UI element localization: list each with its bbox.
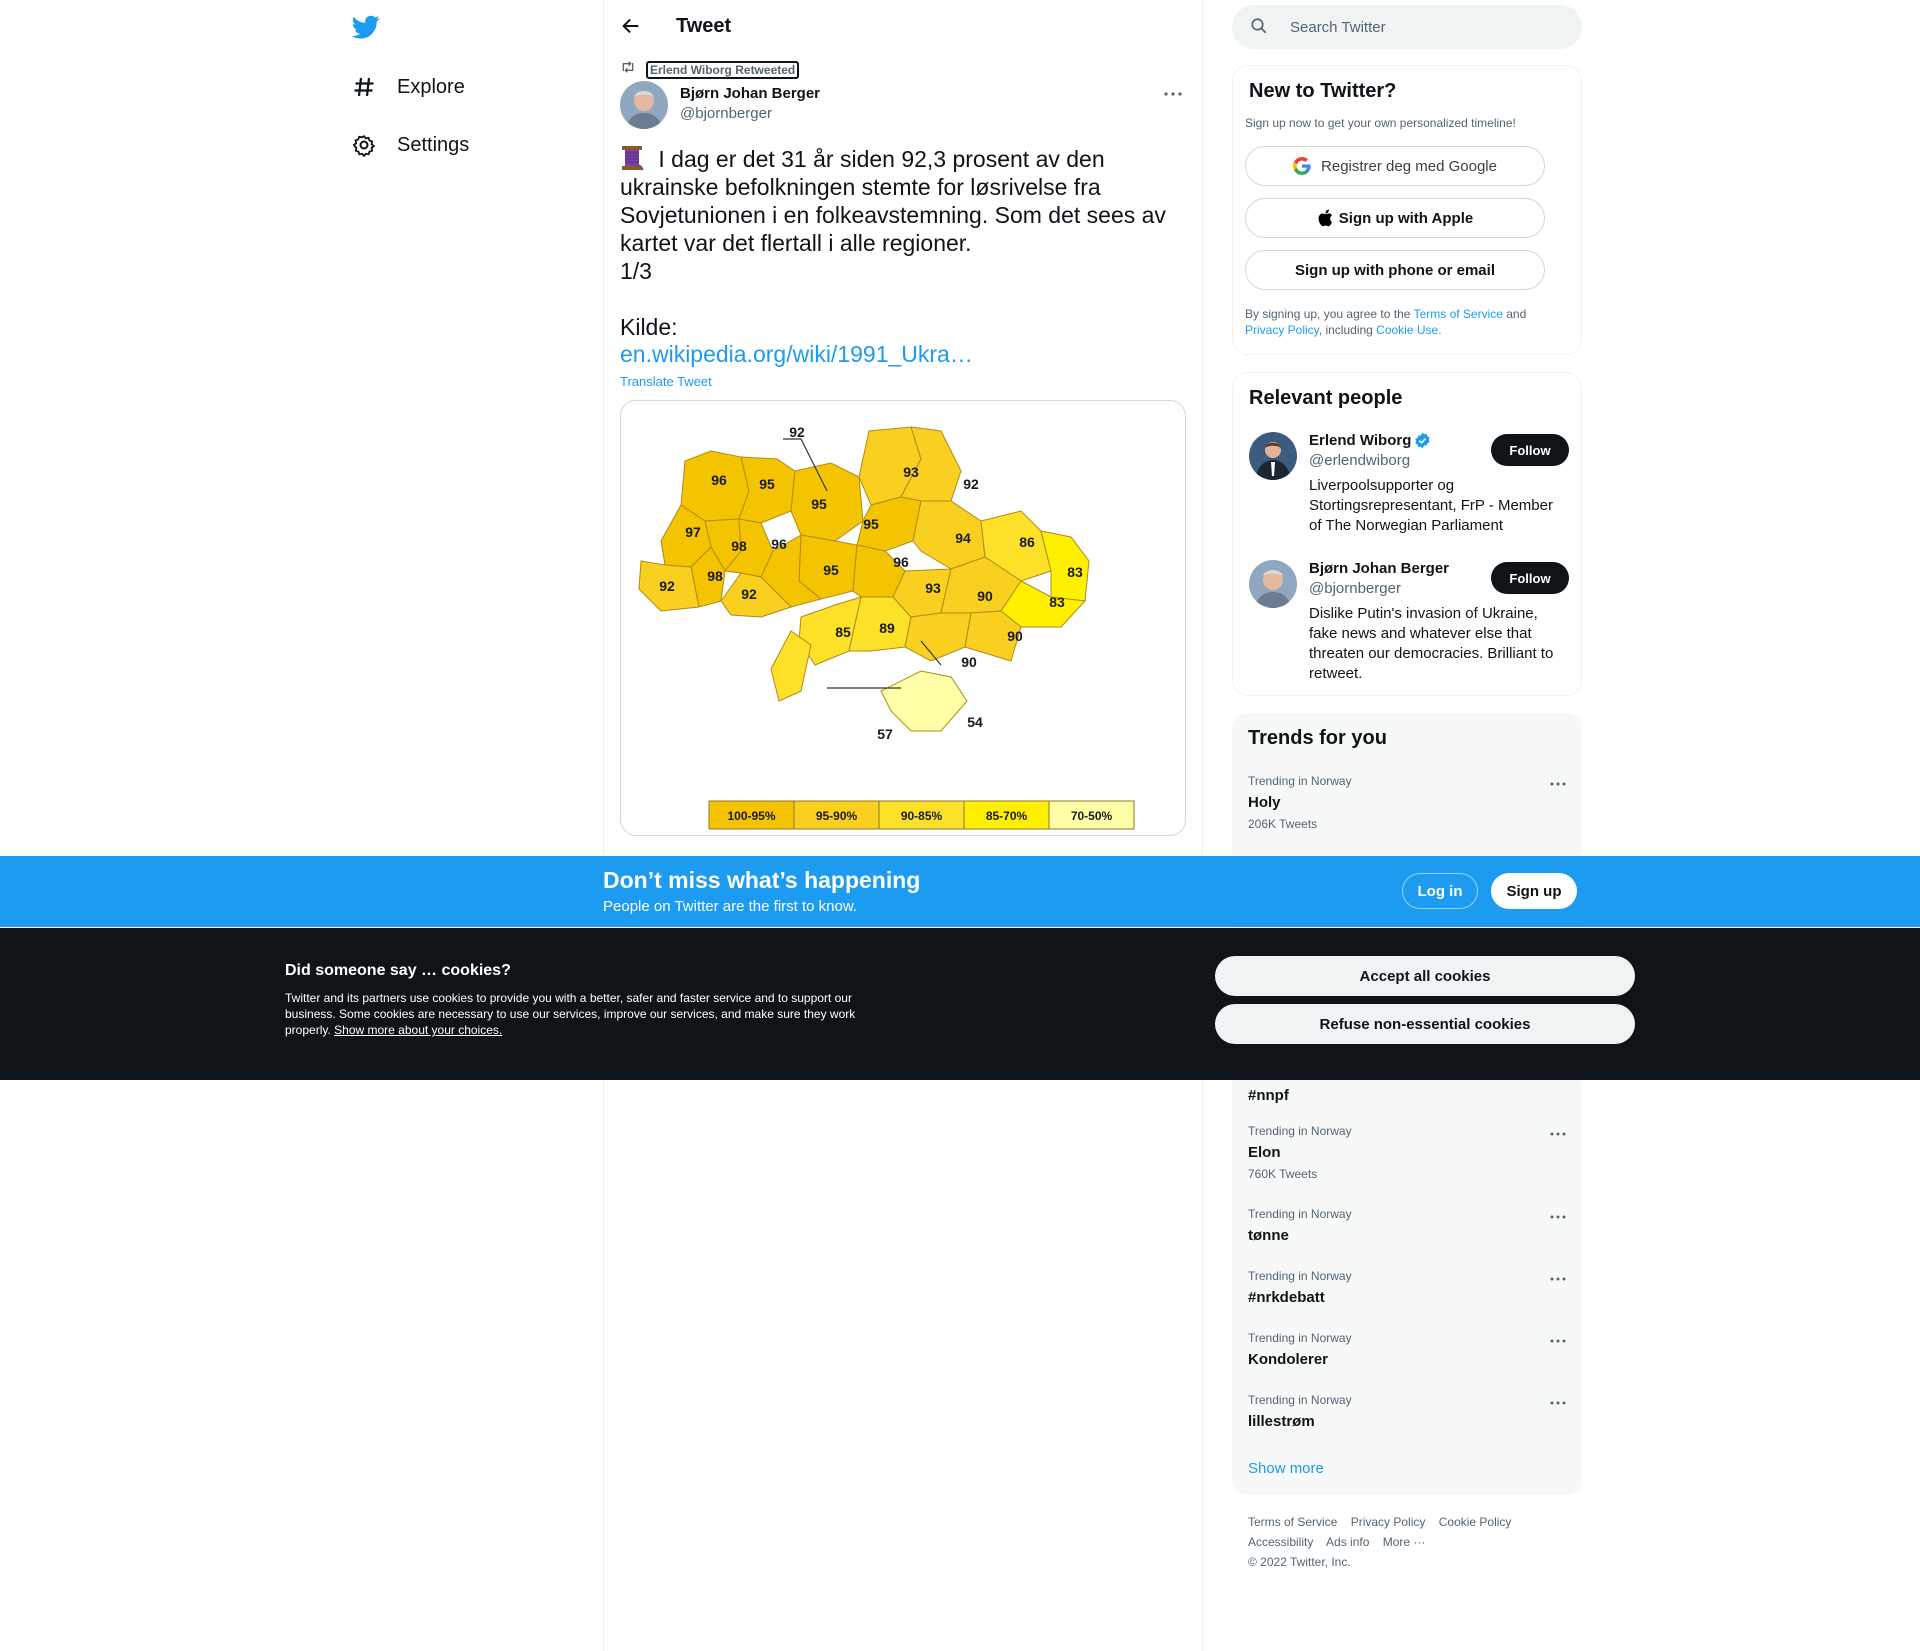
search-icon — [1250, 17, 1270, 37]
more-options-icon[interactable] — [1548, 1393, 1568, 1413]
google-signup-label: Registrer deg med Google — [1321, 157, 1497, 175]
signup-button[interactable]: Sign up — [1491, 873, 1577, 909]
apple-signup-button[interactable] — [1245, 198, 1545, 238]
more-options-icon[interactable] — [1548, 1331, 1568, 1351]
region-value-label: 93 — [925, 580, 941, 596]
tweet-image-map[interactable] — [620, 400, 1186, 836]
cookie-choices-link[interactable]: Show more about your choices. — [334, 1023, 503, 1037]
region-value-label: 95 — [759, 476, 775, 492]
search-input[interactable]: Search Twitter — [1290, 18, 1386, 36]
more-options-icon[interactable] — [1548, 1269, 1568, 1289]
apple-signup-label: Sign up with Apple — [1338, 209, 1474, 227]
tweet-line-6: Kilde: — [620, 314, 678, 340]
verified-badge-icon — [1414, 432, 1431, 449]
footer-ads-link[interactable]: Ads info — [1326, 1535, 1370, 1549]
cookie-body — [285, 990, 895, 1038]
more-options-icon[interactable] — [1162, 83, 1184, 105]
terms-link[interactable]: Terms of Service — [1413, 307, 1503, 321]
hashtag-icon — [351, 74, 377, 100]
person-handle[interactable]: @erlendwiborg — [1309, 452, 1411, 469]
gear-icon — [351, 132, 377, 158]
trend-name: Elon — [1248, 1144, 1281, 1161]
retweet-label[interactable]: Erlend Wiborg Retweeted — [646, 61, 799, 79]
region-value-label: 92 — [789, 424, 805, 440]
tweet-source-link[interactable]: en.wikipedia.org/wiki/1991_Ukra… — [620, 341, 973, 367]
follow-button[interactable]: Follow — [1491, 434, 1569, 466]
footer-links — [1248, 1512, 1568, 1572]
trend-context: Trending in Norway — [1248, 774, 1352, 788]
new-to-twitter-subtitle: Sign up now to get your own personalized timeline! — [1245, 116, 1516, 130]
login-button[interactable]: Log in — [1402, 873, 1478, 909]
avatar[interactable] — [1249, 432, 1297, 480]
phone-email-signup-button[interactable] — [1245, 250, 1545, 290]
region-value-label: 89 — [879, 620, 895, 636]
ukraine-referendum-map — [621, 401, 1186, 836]
person-name[interactable] — [1309, 432, 1431, 449]
trend-name: #nrkdebatt — [1248, 1289, 1325, 1306]
legend-label: 85-70% — [985, 809, 1028, 823]
trend-name: #nnpf — [1248, 1087, 1289, 1104]
region-value-label: 95 — [811, 496, 827, 512]
refuse-cookies-button[interactable]: Refuse non-essential cookies — [1215, 1004, 1635, 1044]
person-name-text: Erlend Wiborg — [1309, 432, 1412, 449]
footer-more-link[interactable]: More ··· — [1382, 1535, 1426, 1549]
trend-name: tønne — [1248, 1227, 1289, 1244]
page-title: Tweet — [676, 15, 732, 37]
avatar[interactable] — [620, 81, 668, 129]
nav-settings[interactable] — [351, 125, 469, 165]
region-value-label: 96 — [771, 536, 787, 552]
accept-cookies-button[interactable]: Accept all cookies — [1215, 956, 1635, 996]
thread-spool-emoji-icon — [620, 145, 644, 171]
footer-accessibility-link[interactable]: Accessibility — [1248, 1535, 1314, 1549]
legal-and: and — [1502, 307, 1527, 321]
trend-name: Kondolerer — [1248, 1351, 1329, 1368]
nav-explore-label: Explore — [397, 75, 465, 98]
region-value-label: 94 — [955, 530, 971, 546]
region-value-label: 83 — [1067, 564, 1083, 580]
cookie-use-link[interactable]: Cookie Use. — [1376, 323, 1442, 337]
author-handle[interactable]: @bjornberger — [680, 105, 772, 122]
google-icon — [1293, 157, 1311, 175]
trend-context: Trending in Norway — [1248, 1269, 1352, 1283]
cookie-consent-bar — [0, 928, 1920, 1080]
region-value-label: 95 — [863, 516, 879, 532]
trend-context: Trending in Norway — [1248, 1393, 1352, 1407]
legend-label: 100-95% — [727, 809, 776, 823]
region-value-label: 92 — [659, 578, 675, 594]
new-to-twitter-title: New to Twitter? — [1249, 80, 1397, 102]
author-name[interactable]: Bjørn Johan Berger — [680, 85, 821, 102]
region-value-label: 97 — [685, 524, 701, 540]
phone-email-signup-label: Sign up with phone or email — [1294, 261, 1495, 279]
new-to-twitter-card — [1232, 65, 1582, 355]
region-value-label: 90 — [1007, 628, 1023, 644]
region-value-label: 54 — [967, 714, 983, 730]
main-column — [603, 0, 1203, 1651]
footer-terms-link[interactable]: Terms of Service — [1248, 1515, 1338, 1529]
banner-title: Don’t miss what’s happening — [603, 867, 921, 893]
footer-copyright: © 2022 Twitter, Inc. — [1248, 1555, 1351, 1569]
page-header — [604, 0, 1202, 53]
trends-card — [1232, 713, 1582, 1495]
person-name[interactable]: Bjørn Johan Berger — [1309, 560, 1450, 577]
region-value-label: 98 — [731, 538, 747, 554]
avatar[interactable] — [1249, 560, 1297, 608]
person-bio: Dislike Putin's invasion of Ukraine, fake news and whatever else that threaten our democracies. Brilliant to retweet. — [1309, 605, 1554, 682]
privacy-link[interactable]: Privacy Policy — [1245, 323, 1319, 337]
trend-count: 760K Tweets — [1248, 1167, 1318, 1181]
tweet-author[interactable] — [680, 85, 820, 122]
apple-icon — [1317, 209, 1333, 227]
trend-context: Trending in Norway — [1248, 1124, 1352, 1138]
translate-tweet-link[interactable]: Translate Tweet — [620, 374, 712, 389]
google-signup-button[interactable] — [1245, 146, 1545, 186]
cookie-title: Did someone say … cookies? — [285, 962, 511, 979]
person-handle[interactable]: @bjornberger — [1309, 580, 1401, 597]
trend-name: lillestrøm — [1248, 1413, 1315, 1430]
back-arrow-icon[interactable] — [620, 15, 642, 37]
region-value-label: 83 — [1049, 594, 1065, 610]
legal-prefix: By signing up, you agree to the — [1245, 307, 1414, 321]
trend-item[interactable] — [1248, 774, 1568, 831]
tweet-line-5: 1/3 — [620, 258, 652, 284]
region-value-label: 92 — [741, 586, 757, 602]
trend-item[interactable] — [1248, 1331, 1568, 1368]
more-options-icon[interactable] — [1548, 1124, 1568, 1144]
retweet-icon — [620, 60, 636, 79]
relevant-people-title: Relevant people — [1249, 387, 1403, 409]
signup-legal-text — [1245, 306, 1565, 338]
region-value-label: 98 — [707, 568, 723, 584]
region-value-label: 93 — [903, 464, 919, 480]
region-value-label: 90 — [977, 588, 993, 604]
signup-banner — [0, 856, 1920, 927]
trend-item[interactable] — [1248, 1393, 1568, 1430]
follow-button[interactable]: Follow — [1491, 562, 1569, 594]
trend-count: 206K Tweets — [1248, 817, 1318, 831]
region-value-label: 86 — [1019, 534, 1035, 550]
footer-cookie-link[interactable]: Cookie Policy — [1438, 1515, 1512, 1529]
cookie-body-text: Twitter and its partners use cookies to provide you with a better, safer and faster service and to support our business. Some cookies are necessary to use our services, improve our services, and make sure they work properly. — [285, 991, 856, 1037]
trend-item[interactable] — [1248, 1124, 1568, 1181]
trend-context: Trending in Norway — [1248, 1331, 1352, 1345]
retweet-context — [620, 60, 799, 79]
tweet-text — [620, 145, 1180, 341]
region-value-label: 92 — [963, 476, 979, 492]
twitter-logo-icon[interactable] — [351, 13, 381, 41]
legend-label: 90-85% — [900, 809, 943, 823]
trend-context: Trending in Norway — [1248, 1207, 1352, 1221]
region-value-label: 96 — [711, 472, 727, 488]
legend-label: 95-90% — [815, 809, 858, 823]
region-value-label: 85 — [835, 624, 851, 640]
trends-title: Trends for you — [1248, 727, 1387, 749]
search-box[interactable] — [1232, 5, 1582, 49]
legend-label: 70-50% — [1070, 809, 1113, 823]
tweet-line-2: ukrainske befolkningen stemte for løsrivelse fra — [620, 174, 1101, 200]
person-bio: Liverpoolsupporter og Stortingsrepresentant, FrP - Member of The Norwegian Parliament — [1309, 477, 1553, 534]
relevant-people-card — [1232, 372, 1582, 696]
more-options-icon[interactable] — [1548, 774, 1568, 794]
more-options-icon[interactable] — [1548, 1207, 1568, 1227]
banner-subtitle: People on Twitter are the first to know. — [603, 898, 858, 915]
tweet-line-1: I dag er det 31 år siden 92,3 prosent av den — [652, 146, 1105, 172]
legal-including: , including — [1318, 323, 1377, 337]
trend-item[interactable] — [1248, 1081, 1568, 1104]
region-value-label: 90 — [961, 654, 977, 670]
region-value-label: 95 — [823, 562, 839, 578]
tweet-line-3: Sovjetunionen i en folkeavstemning. Som det sees av — [620, 202, 1166, 228]
tweet-line-4: kartet var det flertall i alle regioner. — [620, 230, 972, 256]
show-more-link[interactable]: Show more — [1248, 1460, 1324, 1477]
nav-settings-label: Settings — [397, 133, 470, 156]
footer-privacy-link[interactable]: Privacy Policy — [1350, 1515, 1426, 1529]
nav-explore[interactable] — [351, 67, 465, 107]
trend-item[interactable] — [1248, 1207, 1568, 1244]
region-value-label: 57 — [877, 726, 893, 742]
region-value-label: 96 — [893, 554, 909, 570]
trend-name: Holy — [1248, 794, 1281, 811]
trend-item[interactable] — [1248, 1269, 1568, 1306]
